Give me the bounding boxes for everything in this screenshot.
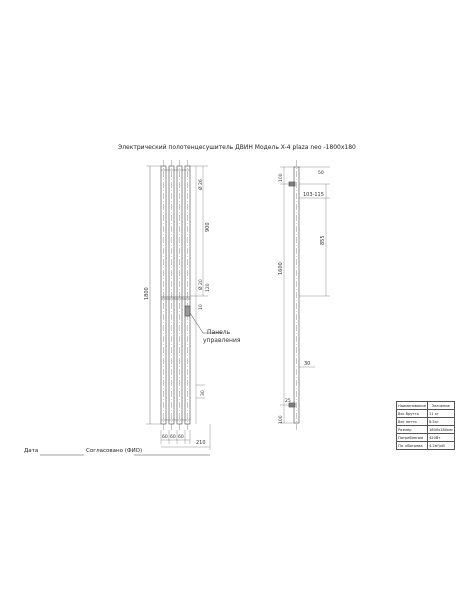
side-view-labels bbox=[278, 170, 326, 424]
spec-header-name: Наименование bbox=[398, 403, 426, 408]
front-dim-bottom: 30 bbox=[201, 390, 206, 396]
table-row bbox=[397, 434, 455, 442]
side-dim-top-offset: 100 bbox=[279, 173, 284, 182]
spec-cell: Вес брутто bbox=[397, 410, 428, 418]
spec-cell: Вес нетто bbox=[397, 418, 428, 426]
front-dim-small-10: 10 bbox=[199, 304, 204, 310]
front-view-labels bbox=[144, 179, 241, 446]
side-dim-height: 1600 bbox=[278, 262, 284, 275]
front-dim-mid-small: 120 bbox=[206, 283, 211, 292]
side-dim-bottom-25: 25 bbox=[285, 399, 291, 404]
front-dim-tube-diameter-mid: Ø 20 bbox=[199, 279, 204, 290]
spec-header-value: Значение bbox=[428, 402, 455, 410]
spec-cell: 420Вт bbox=[428, 434, 455, 442]
front-dim-spacing-2: 60 bbox=[170, 435, 176, 440]
side-dim-top-right: 50 bbox=[318, 171, 324, 176]
spec-cell: 11 кг bbox=[428, 410, 455, 418]
control-panel bbox=[185, 306, 190, 316]
side-dim-bottom-gap: 30 bbox=[304, 361, 311, 367]
table-row bbox=[397, 418, 455, 426]
table-row bbox=[397, 426, 455, 434]
table-row bbox=[397, 410, 455, 418]
front-dim-height: 1800 bbox=[144, 287, 150, 300]
front-dim-spacing-3: 60 bbox=[178, 435, 184, 440]
side-dim-bottom-offset: 100 bbox=[279, 415, 284, 424]
spec-table bbox=[396, 401, 455, 450]
spec-cell: Потребление bbox=[397, 434, 428, 442]
control-panel-label-line1: Панель bbox=[207, 329, 231, 336]
drawing-title: Электрический полотенцесушитель ДВИН Модель X-4 plaza neo -1800x180 bbox=[118, 144, 356, 151]
front-dim-total-width: 210 bbox=[196, 440, 206, 446]
approved-label: Согласовано (ФИО) bbox=[86, 448, 143, 454]
front-dim-spacing-1: 60 bbox=[162, 435, 168, 440]
spec-cell: 1800х180мм bbox=[429, 427, 453, 432]
date-label: Дата bbox=[24, 448, 39, 454]
side-dim-mount-range: 103-115 bbox=[303, 192, 324, 198]
front-view bbox=[146, 160, 222, 450]
spec-cell: 4.2м²/кВ bbox=[428, 442, 455, 450]
spec-header-row bbox=[397, 402, 455, 410]
side-dim-mount-span: 855 bbox=[320, 235, 326, 245]
table-row bbox=[397, 442, 455, 450]
side-view bbox=[280, 160, 330, 430]
spec-cell: Пл. обогрева bbox=[397, 442, 428, 450]
spec-cell: Размер bbox=[397, 426, 428, 434]
front-dim-upper: 900 bbox=[205, 222, 211, 232]
front-dim-tube-diameter-top: Ø 26 bbox=[199, 179, 204, 190]
control-panel-label-line2: управления bbox=[203, 337, 241, 344]
spec-cell: 8.5кг bbox=[428, 418, 455, 426]
